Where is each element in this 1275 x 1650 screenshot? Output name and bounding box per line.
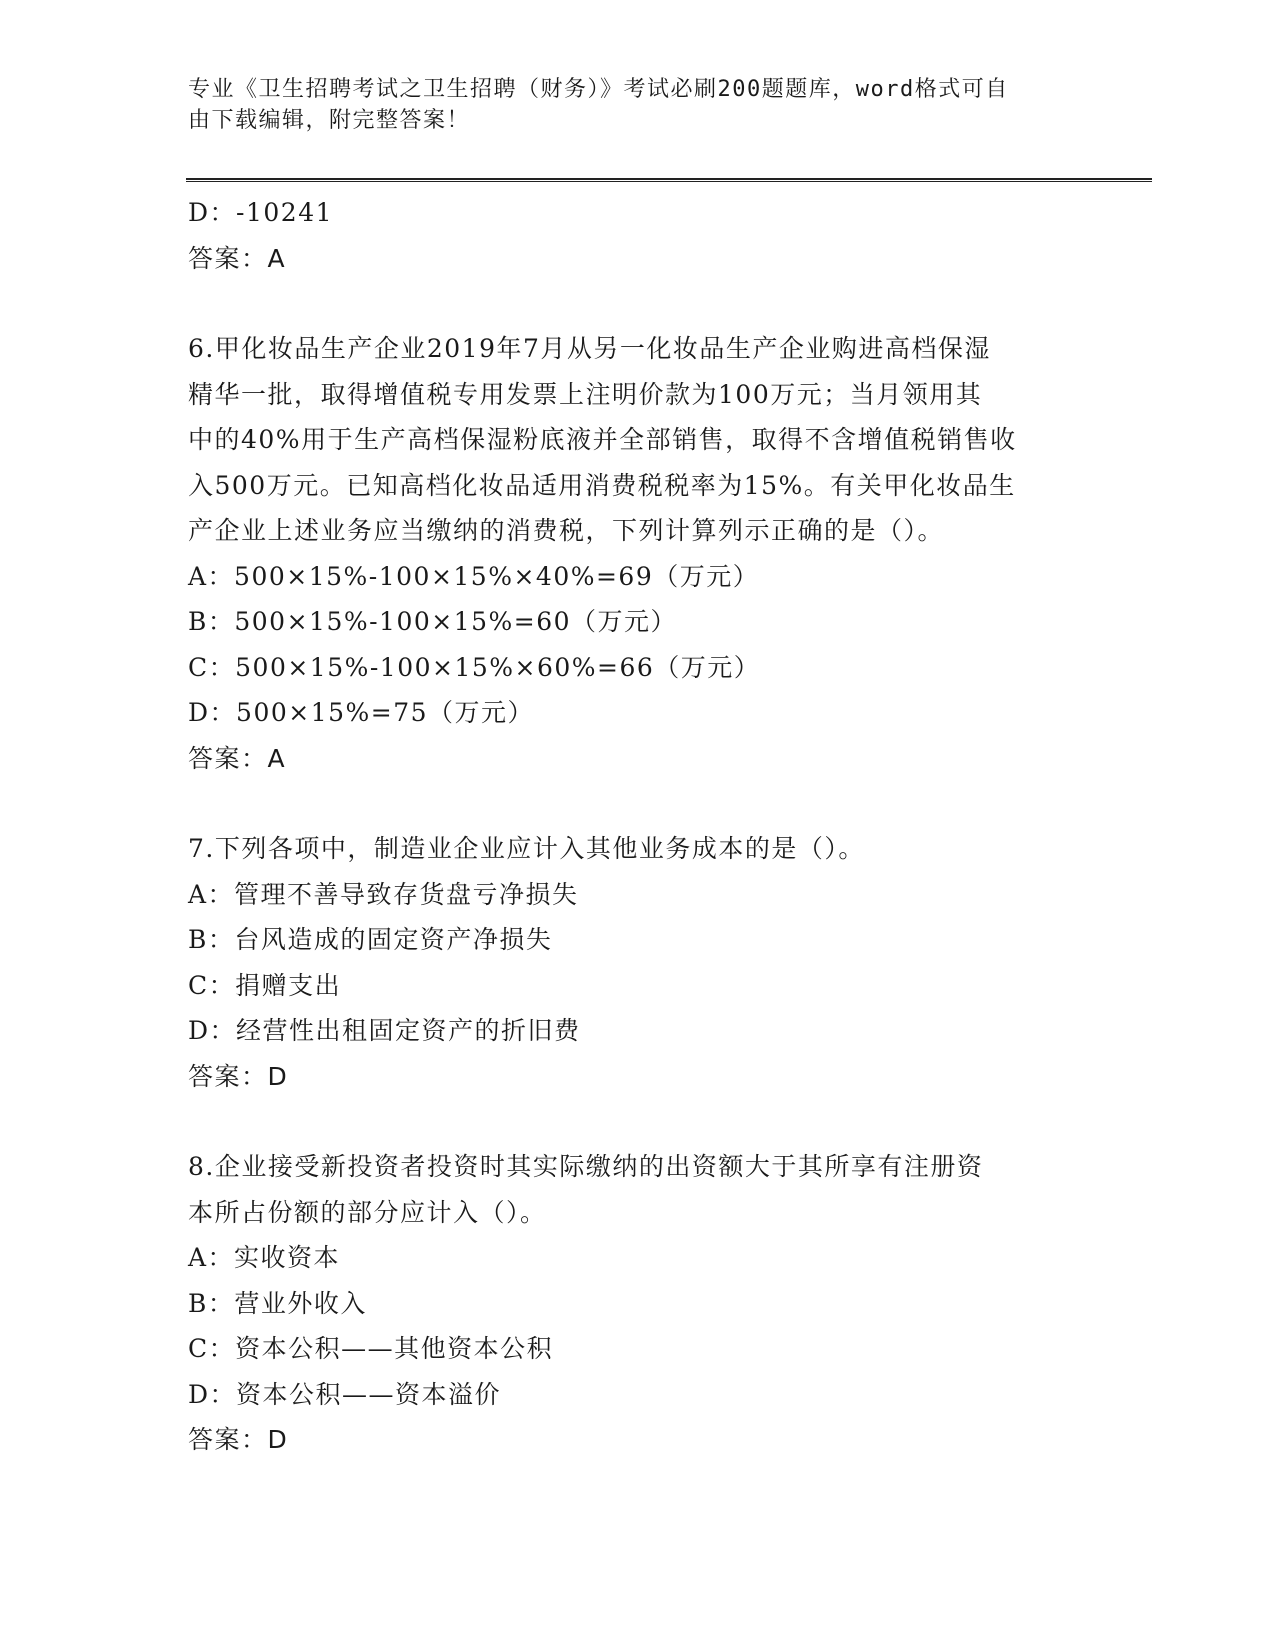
question-8 [188,1144,1068,1463]
answer-line: 答案：A [188,243,287,273]
option-b: B：台风造成的固定资产净损失 [188,925,553,954]
answer-line: 答案：D [188,1425,289,1454]
question-7 [188,826,1068,1099]
option-b: B：营业外收入 [188,1288,367,1318]
question-6 [188,326,1068,781]
option-a: A：管理不善导致存货盘亏净损失 [188,879,579,909]
option-a: A：500×15%-100×15%×40%=69（万元） [188,561,760,591]
option-b: B：500×15%-100×15%=60（万元） [188,607,678,636]
answer-line: 答案：A [188,743,287,773]
option-d: D：-10241 [188,198,334,227]
question-stem-line: 中的40%用于生产高档保湿粉底液并全部销售，取得不含增值税销售收 [188,425,1017,454]
question-stem-line: 8.企业接受新投资者投资时其实际缴纳的出资额大于其所享有注册资 [188,1152,984,1181]
question-stem-line: 7.下列各项中，制造业企业应计入其他业务成本的是（）。 [188,834,865,863]
carryover-block [188,190,1068,281]
option-c: C：捐赠支出 [188,970,342,1000]
question-stem-line: 入500万元。已知高档化妆品适用消费税税率为15%。有关甲化妆品生 [188,470,1016,500]
question-stem-line: 6.甲化妆品生产企业2019年7月从另一化妆品生产企业购进高档保湿 [188,334,991,363]
header-line-2: 由下载编辑，附完整答案！ [188,108,471,133]
option-d: D：资本公积——资本溢价 [188,1379,502,1409]
header-line-1: 专业《卫生招聘考试之卫生招聘（财务）》考试必刷200题题库，word格式可自 [188,77,1009,102]
document-header [188,74,1068,136]
header-divider [186,178,1152,182]
question-stem-line: 本所占份额的部分应计入（）。 [188,1197,547,1227]
answer-line: 答案：D [188,1061,289,1091]
option-d: D：500×15%=75（万元） [188,698,535,727]
option-c: C：资本公积——其他资本公积 [188,1334,554,1363]
question-stem-line: 精华一批，取得增值税专用发票上注明价款为100万元；当月领用其 [188,379,983,409]
option-c: C：500×15%-100×15%×60%=66（万元） [188,652,761,682]
question-stem-line: 产企业上述业务应当缴纳的消费税，下列计算列示正确的是（）。 [188,516,945,545]
option-d: D：经营性出租固定资产的折旧费 [188,1016,581,1045]
document-body [188,190,1068,1463]
option-a: A：实收资本 [188,1243,341,1272]
